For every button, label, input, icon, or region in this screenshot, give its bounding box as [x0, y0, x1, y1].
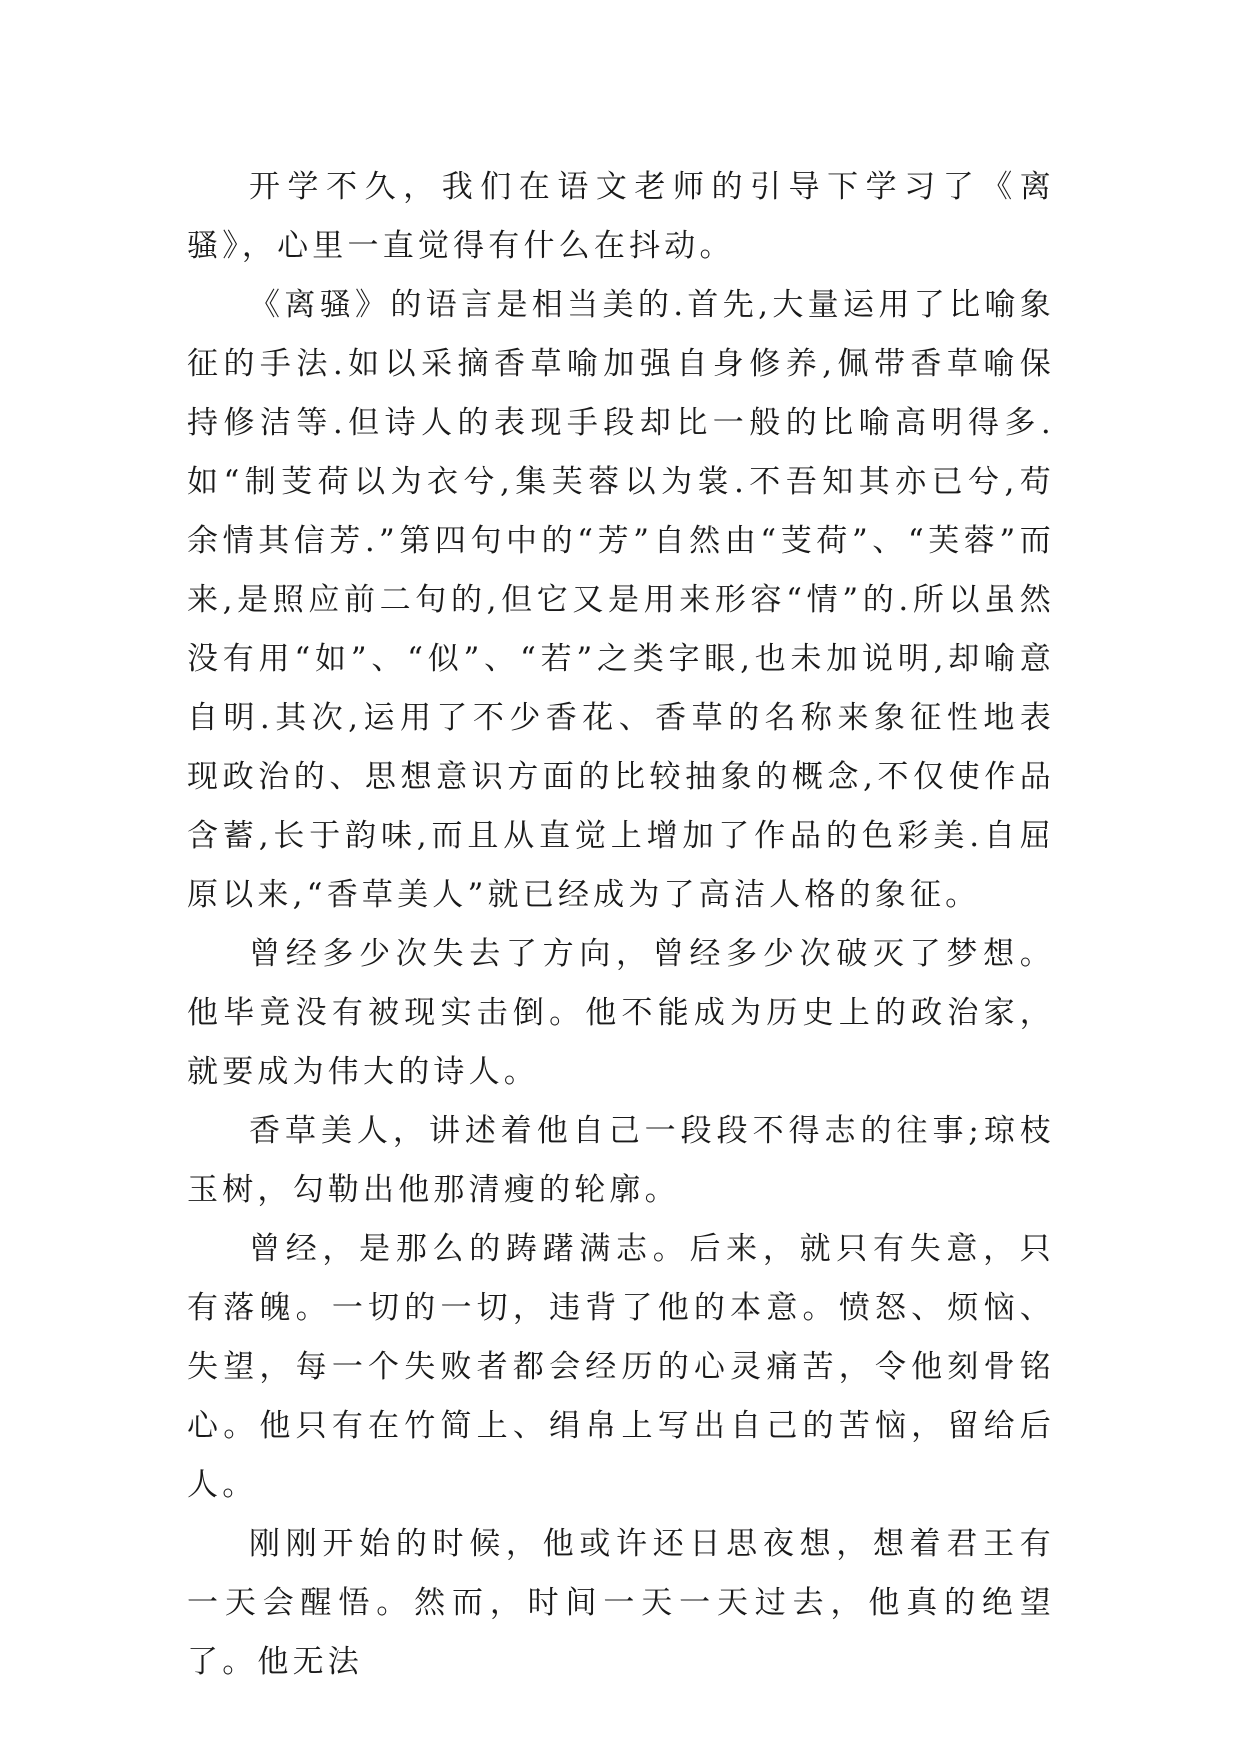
paragraph: 开学不久，我们在语文老师的引导下学习了《离骚》，心里一直觉得有什么在抖动。 — [187, 169, 1055, 264]
article-body — [187, 158, 1055, 1692]
paragraph: 曾经多少次失去了方向，曾经多少次破灭了梦想。他毕竟没有被现实击倒。他不能成为历史上的政治家，就要成为伟大的诗人。 — [187, 936, 1055, 1090]
paragraph: 《离骚》的语言是相当美的.首先,大量运用了比喻象征的手法.如以采摘香草喻加强自身修养,佩带香草喻保持修洁等.但诗人的表现手段却比一般的比喻高明得多.如“制芰荷以为衣兮,集芙蓉以为裳.不吾知其亦已兮,苟余情其信芳.”第四句中的“芳”自然由“芰荷”、“芙蓉”而来,是照应前二句的,但它又是用来形容“情”的.所以虽然没有用“如”、“似”、“若”之类字眼,也未加说明,却喻意自明.其次,运用了不少香花、香草的名称来象征性地表现政治的、思想意识方面的比较抽象的概念,不仅使作品含蓄,长于韵味,而且从直觉上增加了作品的色彩美.自屈原以来,“香草美人”就已经成为了高洁人格的象征。 — [187, 287, 1055, 913]
paragraph: 香草美人，讲述着他自己一段段不得志的往事;琼枝玉树，勾勒出他那清瘦的轮廓。 — [187, 1113, 1055, 1208]
paragraph: 刚刚开始的时候，他或许还日思夜想，想着君王有一天会醒悟。然而，时间一天一天过去，他真的绝望了。他无法 — [187, 1526, 1055, 1680]
paragraph: 曾经，是那么的踌躇满志。后来，就只有失意，只有落魄。一切的一切，违背了他的本意。愤怒、烦恼、失望，每一个失败者都会经历的心灵痛苦，令他刻骨铭心。他只有在竹简上、绢帛上写出自己的苦恼，留给后人。 — [187, 1231, 1055, 1503]
